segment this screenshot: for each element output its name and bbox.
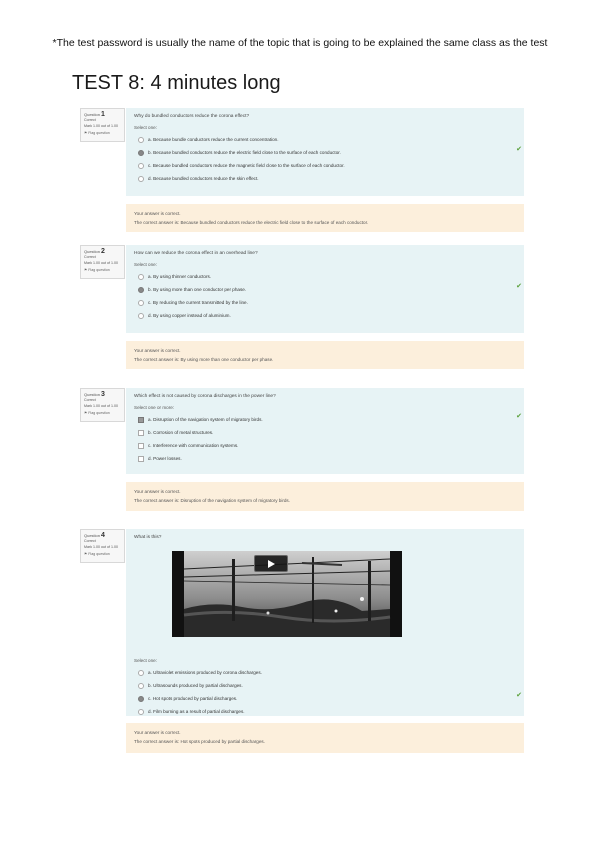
option-b[interactable] [134,146,522,159]
option-a[interactable] [134,666,516,679]
question-label: Question [84,533,101,538]
question-info [80,108,125,142]
question-info [80,388,125,422]
radio-button[interactable] [138,176,144,182]
flag-label: Flag question [88,411,110,416]
checkbox[interactable] [138,443,144,449]
flag-icon: ⚑ [84,411,88,416]
flag-question-link[interactable] [84,552,122,557]
feedback-result: Your answer is correct. [134,730,181,735]
question-status: Correct [84,118,96,123]
question-text: What is this? [134,535,162,540]
flag-question-link[interactable] [84,411,122,416]
option-text: By using thinner conductors. [153,274,212,279]
option-d[interactable] [134,172,516,185]
option-b[interactable] [134,679,516,692]
option-letter: d. [148,176,152,181]
feedback-box [126,482,524,511]
flag-icon: ⚑ [84,268,88,273]
feedback-answer: The correct answer is: Because bundled conductors reduce the electric field close to the surface of each conductor. [134,220,369,225]
option-text: By using more than one conductor per phase. [153,287,247,292]
flag-icon: ⚑ [84,552,88,557]
check-icon: ✔ [516,283,522,290]
option-c[interactable] [134,159,516,172]
question-mark: Mark 1.00 out of 1.00 [84,123,118,128]
option-letter: a. [148,670,152,675]
feedback-answer: The correct answer is: By using more than one conductor per phase. [134,357,274,362]
question-label: Question [84,392,101,397]
flag-label: Flag question [88,131,110,136]
option-text: By using copper instead of aluminium. [153,313,231,318]
video-player[interactable] [172,551,402,637]
radio-button[interactable] [138,313,144,319]
option-letter: c. [148,696,152,701]
question-mark: Mark 1.00 out of 1.00 [84,403,118,408]
test-title: TEST 8: 4 minutes long [72,72,281,94]
option-letter: d. [148,709,152,714]
question-number: 2 [101,248,105,255]
option-letter: c. [148,163,152,168]
option-text: Because bundled conductors reduce the skin effect. [153,176,259,181]
option-letter: b. [148,287,152,292]
radio-button[interactable] [138,683,144,689]
option-text: Because bundled conductors reduce the electric field close to the surface of each conductor. [153,150,341,155]
check-icon: ✔ [516,146,522,153]
feedback-box [126,341,524,369]
flag-question-link[interactable] [84,131,122,136]
flag-question-link[interactable] [84,268,122,273]
option-letter: a. [148,137,152,142]
option-letter: c. [148,443,152,448]
check-icon: ✔ [516,692,522,699]
checkbox[interactable] [138,417,144,423]
flag-icon: ⚑ [84,131,88,136]
feedback-result: Your answer is correct. [134,348,181,353]
option-text: Because bundle conductors reduce the current concentration. [153,137,279,142]
option-text: By reducing the current transmitted by the line. [152,300,248,305]
flag-label: Flag question [88,268,110,273]
check-icon: ✔ [516,413,522,420]
select-label: Select one: [134,658,157,663]
option-letter: a. [148,417,152,422]
radio-button[interactable] [138,696,144,702]
feedback-box [126,723,524,753]
question-info [80,529,125,563]
question-label: Question [84,112,101,117]
option-text: Ultrasounds produced by partial discharges. [153,683,243,688]
question-text: How can we reduce the corona effect in an overhead line? [134,251,258,256]
option-b[interactable] [134,426,516,439]
select-label: Select one or more: [134,405,175,410]
question-number: 3 [101,391,105,398]
question-status: Correct [84,255,96,260]
question-mark: Mark 1.00 out of 1.00 [84,544,118,549]
option-letter: b. [148,150,152,155]
radio-button[interactable] [138,709,144,715]
option-text: Because bundled conductors reduce the magnetic field close to the surface of each conductor. [152,163,345,168]
option-letter: d. [148,313,152,318]
feedback-result: Your answer is correct. [134,211,181,216]
radio-button[interactable] [138,163,144,169]
option-a[interactable] [134,133,516,146]
question-number: 4 [101,532,105,539]
checkbox[interactable] [138,456,144,462]
option-a[interactable] [134,270,516,283]
option-text: Corrosion of metal structures. [153,430,214,435]
question-mark: Mark 1.00 out of 1.00 [84,260,118,265]
checkbox[interactable] [138,430,144,436]
radio-button[interactable] [138,287,144,293]
radio-button[interactable] [138,137,144,143]
option-letter: c. [148,300,152,305]
radio-button[interactable] [138,274,144,280]
question-text: Why do bundled conductors reduce the corona effect? [134,114,250,119]
option-b[interactable] [134,283,522,296]
question-number: 1 [101,111,105,118]
option-letter: b. [148,430,152,435]
question-status: Correct [84,398,96,403]
question-text: Which effect is not caused by corona discharges in the power line? [134,394,276,399]
option-text: Disruption of the navigation system of migratory birds. [153,417,263,422]
question-label: Question [84,249,101,254]
feedback-box [126,204,524,232]
option-d[interactable] [134,309,516,322]
select-label: Select one: [134,262,157,267]
option-text: Interference with communication systems. [152,443,239,448]
option-letter: b. [148,683,152,688]
option-letter: a. [148,274,152,279]
option-letter: d. [148,456,152,461]
option-text: Power losses. [153,456,182,461]
option-c[interactable] [134,692,522,705]
option-d[interactable] [134,705,516,718]
option-a[interactable] [134,413,522,426]
question-content [126,108,524,196]
play-icon[interactable] [254,555,288,572]
password-note: *The test password is usually the name of the topic that is going to be explained the same class as the test [52,37,548,49]
radio-button[interactable] [138,670,144,676]
question-status: Correct [84,539,96,544]
question-info [80,245,125,279]
radio-button[interactable] [138,300,144,306]
flag-label: Flag question [88,552,110,557]
question-content [126,245,524,333]
feedback-result: Your answer is correct. [134,489,181,494]
select-label: Select one: [134,125,157,130]
option-c[interactable] [134,439,516,452]
option-text: Hot spots produced by partial discharges. [152,696,238,701]
option-d[interactable] [134,452,516,465]
feedback-answer: The correct answer is: Hot spots produced by partial discharges. [134,739,265,744]
option-text: Film burning as a result of partial discharges. [153,709,245,714]
question-content [126,388,524,474]
option-text: Ultraviolet emissions produced by corona discharges. [153,670,262,675]
option-c[interactable] [134,296,516,309]
feedback-answer: The correct answer is: Disruption of the navigation system of migratory birds. [134,498,290,503]
radio-button[interactable] [138,150,144,156]
